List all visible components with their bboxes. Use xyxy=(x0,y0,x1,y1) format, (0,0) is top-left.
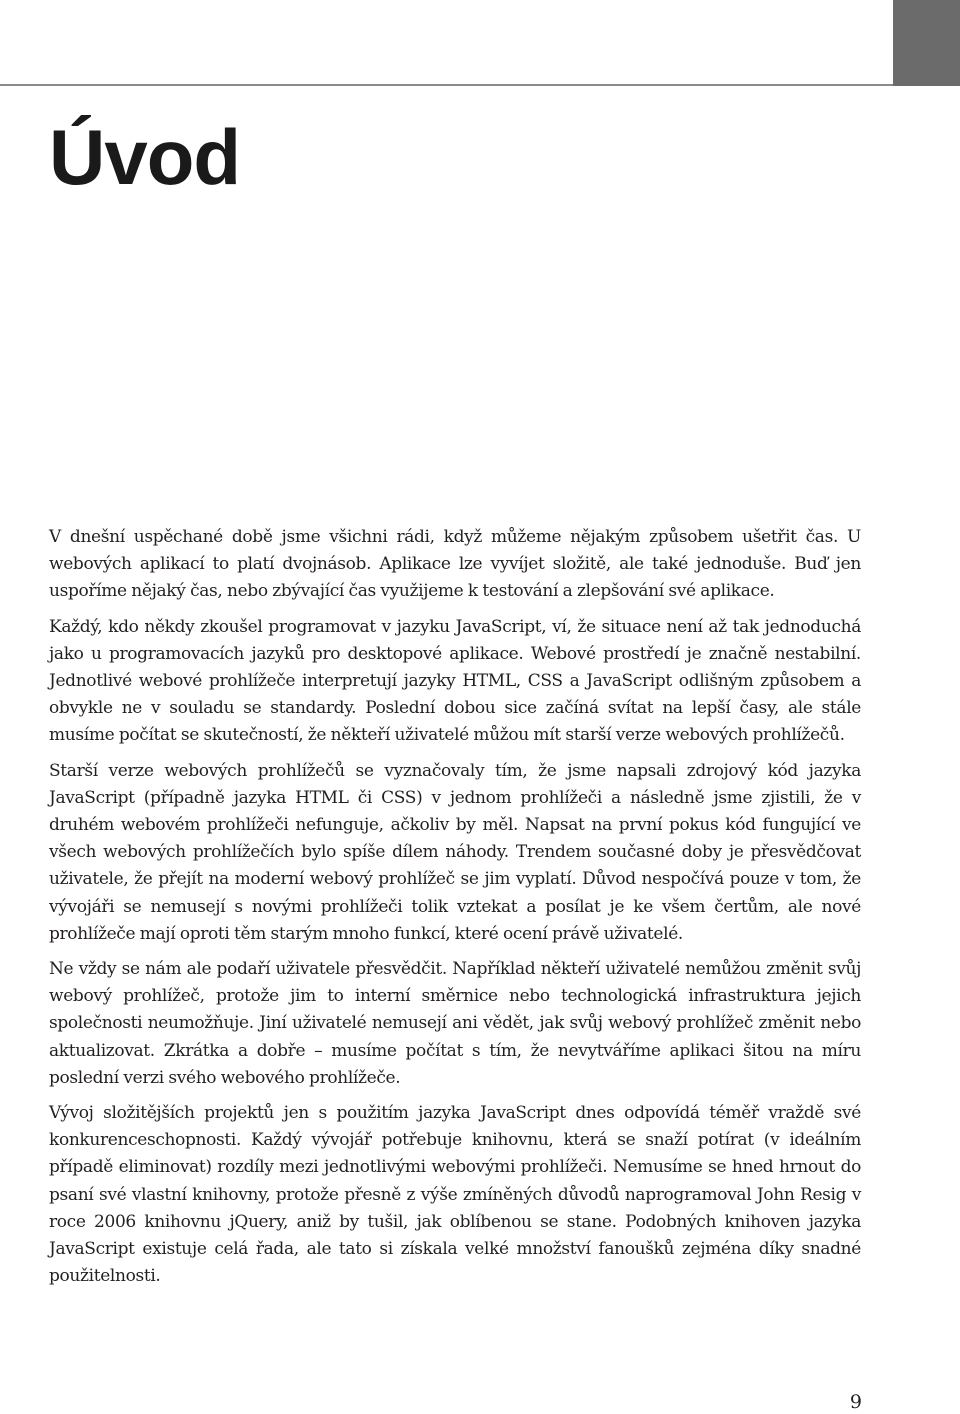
paragraph-3: Starší verze webových prohlížečů se vyznačovaly tím, že jsme napsali zdrojový kód jazyka JavaScript (případně jazyka HTML či CSS) v jednom prohlížeči a následně jsme zjistili, že v druhém webovém prohlížeči nefunguje, ačkoliv by měl. Napsat na první pokus kód fungující ve všech webových prohlížečích bylo spíše dílem náhody. Trendem současné doby je přesvědčovat uživatele, že přejít na moderní webový prohlížeč se jim vyplatí. Důvod nespočívá pouze v tom, že vývojáři se nemusejí s novými prohlížeči tolik vztekat a posílat je ke všem čertům, ale nové prohlížeče mají oproti těm starým mnoho funkcí, které ocení právě uživatelé. xyxy=(49,760,861,944)
page-number: 9 xyxy=(849,1391,862,1413)
paragraph-4: Ne vždy se nám ale podaří uživatele přesvědčit. Například někteří uživatelé nemůžou změnit svůj webový prohlížeč, protože jim to interní směrnice nebo technologická infrastruktura jejich společnosti neumožňuje. Jiní uživatelé nemusejí ani vědět, jak svůj webový prohlížeč změnit nebo aktualizovat. Zkrátka a dobře – musíme počítat s tím, že nevytváříme aplikaci šitou na míru poslední verzi svého webového prohlížeče. xyxy=(49,959,861,1088)
corner-tab xyxy=(893,0,960,86)
header-rule xyxy=(0,84,893,86)
paragraph-2: Každý, kdo někdy zkoušel programovat v jazyku JavaScript, ví, že situace není až tak jednoduchá jako u programovacích jazyků pro desktopové aplikace. Webové prostředí je značně nestabilní. Jednotlivé webové prohlížeče interpretují jazyky HTML, CSS a JavaScript odlišným způsobem a obvykle ne v souladu se standardy. Poslední dobou sice začíná svítat na lepší časy, ale stále musíme počítat se skutečností, že někteří uživatelé můžou mít starší verze webových prohlížečů. xyxy=(49,616,861,746)
paragraph-1: V dnešní uspěchané době jsme všichni rádi, když můžeme nějakým způsobem ušetřit čas. U webových aplikací to platí dvojnásob. Aplikace lze vyvíjet složitě, ale také jednoduše. Buď jen uspoříme nějaký čas, nebo zbývající čas využijeme k testování a zlepšování své aplikace. xyxy=(49,527,861,602)
paragraph-5: Vývoj složitějších projektů jen s použitím jazyka JavaScript dnes odpovídá téměř vraždě své konkurenceschopnosti. Každý vývojář potřebuje knihovnu, která se snaží potírat (v ideálním případě eliminovat) rozdíly mezi jednotlivými webovými prohlížeči. Nemusíme se hned hrnout do psaní své vlastní knihovny, protože přesně z výše zmíněných důvodů naprogramoval John Resig v roce 2006 knihovnu jQuery, aniž by tušil, jak oblíbenou se stane. Podobných knihoven jazyka JavaScript existuje celá řada, ale tato si získala velké množství fanoušků zejména díky snadné použitelnosti. xyxy=(49,1103,861,1287)
chapter-title: Úvod xyxy=(49,113,240,201)
body-text xyxy=(49,524,861,1298)
